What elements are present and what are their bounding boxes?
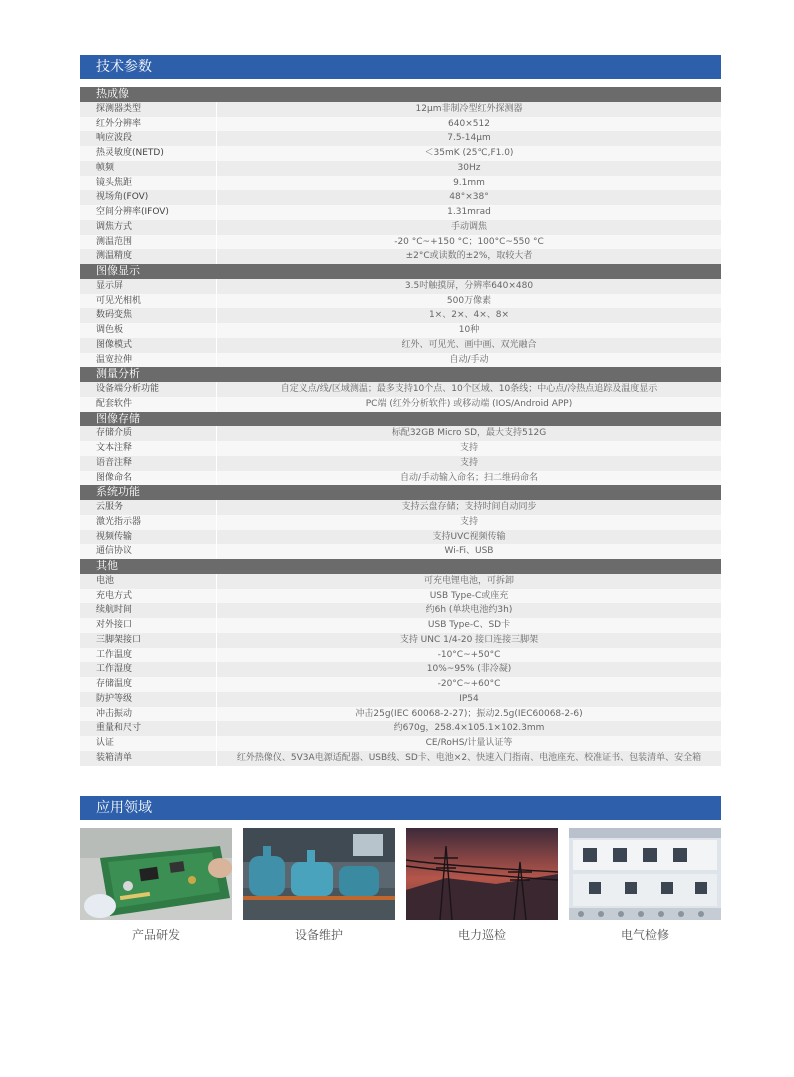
spec-row [80,249,721,264]
spec-value: 支持云盘存储；支持时间自动同步 [217,500,722,515]
spec-label: 视场角(FOV) [80,190,217,205]
spec-label: 工作湿度 [80,662,217,677]
spec-row [80,530,721,545]
spec-value: 支持 [217,515,722,530]
spec-group-title: 测量分析 [80,367,721,382]
spec-row [80,441,721,456]
specs-section-header [80,55,721,79]
spec-row [80,751,721,766]
spec-label: 语音注释 [80,456,217,471]
spec-group-title: 图像存储 [80,412,721,427]
spec-value: ＜35mK (25℃,F1.0) [217,146,722,161]
spec-group-header [80,367,721,382]
spec-value: 约6h (单块电池约3h) [217,603,722,618]
spec-row [80,131,721,146]
spec-row [80,205,721,220]
spec-value: 支持 [217,456,722,471]
spec-row [80,574,721,589]
spec-row [80,279,721,294]
spec-value: 30Hz [217,161,722,176]
power-lines-sunset-photo [406,828,558,920]
spec-label: 图像命名 [80,471,217,486]
spec-label: 探测器类型 [80,102,217,117]
spec-value: USB Type-C、SD卡 [217,618,722,633]
spec-row [80,515,721,530]
spec-value: 约670g，258.4×105.1×102.3mm [217,721,722,736]
spec-label: 充电方式 [80,589,217,604]
spec-value: 自定义点/线/区域测温；最多支持10个点、10个区域、10条线；中心点/冷热点追踪及温度显示 [217,382,722,397]
spec-label: 调色板 [80,323,217,338]
spec-value: IP54 [217,692,722,707]
applications-section-title: 应用领域 [96,800,152,816]
application-card [80,828,232,943]
spec-row [80,603,721,618]
spec-row [80,294,721,309]
spec-value: Wi-Fi、USB [217,544,722,559]
spec-label: 冲击振动 [80,707,217,722]
spec-label: 可见光相机 [80,294,217,309]
spec-value: 12μm非制冷型红外探测器 [217,102,722,117]
spec-row [80,353,721,368]
circuit-breakers-photo [569,828,721,920]
spec-value: 可充电锂电池，可拆卸 [217,574,722,589]
spec-label: 红外分辨率 [80,117,217,132]
spec-label: 热灵敏度(NETD) [80,146,217,161]
spec-row [80,471,721,486]
spec-label: 存储温度 [80,677,217,692]
spec-label: 设备端分析功能 [80,382,217,397]
spec-group-title: 其他 [80,559,721,574]
spec-value: 标配32GB Micro SD，最大支持512G [217,426,722,441]
spec-value: 冲击25g(IEC 60068-2-27)；振动2.5g(IEC60068-2-6) [217,707,722,722]
spec-group-header [80,87,721,102]
spec-value: 10%~95% (非冷凝) [217,662,722,677]
spec-label: 温宽拉伸 [80,353,217,368]
spec-value: -10°C~+50°C [217,648,722,663]
spec-row [80,692,721,707]
spec-value: CE/RoHS/计量认证等 [217,736,722,751]
spec-row [80,146,721,161]
spec-table [80,87,721,766]
spec-group-header [80,559,721,574]
application-card [406,828,558,943]
spec-label: 响应波段 [80,131,217,146]
spec-label: 通信协议 [80,544,217,559]
spec-row [80,456,721,471]
spec-value: 自动/手动输入命名；扫二维码命名 [217,471,722,486]
spec-value: 手动调焦 [217,220,722,235]
spec-row [80,721,721,736]
spec-value: 红外、可见光、画中画、双光融合 [217,338,722,353]
spec-row [80,308,721,323]
spec-row [80,161,721,176]
spec-value: PC端 (红外分析软件) 或移动端 (IOS/Android APP) [217,397,722,412]
spec-value: 1.31mrad [217,205,722,220]
spec-label: 防护等级 [80,692,217,707]
spec-value: -20°C~+60°C [217,677,722,692]
spec-label: 续航时间 [80,603,217,618]
spec-label: 存储介质 [80,426,217,441]
spec-row [80,648,721,663]
spec-label: 文本注释 [80,441,217,456]
spec-row [80,589,721,604]
spec-label: 测温范围 [80,235,217,250]
application-card [243,828,395,943]
application-caption: 电气检修 [620,928,669,942]
spec-label: 工作温度 [80,648,217,663]
spec-value: 500万像素 [217,294,722,309]
spec-row [80,235,721,250]
spec-value: -20 °C~+150 °C；100°C~550 °C [217,235,722,250]
spec-group-title: 系统功能 [80,485,721,500]
spec-value: 10种 [217,323,722,338]
spec-value: 640×512 [217,117,722,132]
spec-value: 红外热像仪、5V3A电源适配器、USB线、SD卡、电池×2、快速入门指南、电池座充、校准证书、包装清单、安全箱 [217,751,722,766]
spec-row [80,190,721,205]
spec-value: 48°×38° [217,190,722,205]
application-caption: 产品研发 [131,928,180,942]
spec-label: 调焦方式 [80,220,217,235]
spec-row [80,397,721,412]
spec-value: 3.5吋触摸屏，分辨率640×480 [217,279,722,294]
application-caption: 电力巡检 [457,928,506,942]
spec-value: USB Type-C或座充 [217,589,722,604]
spec-group-header [80,485,721,500]
spec-label: 装箱清单 [80,751,217,766]
spec-label: 配套软件 [80,397,217,412]
spec-value: 9.1mm [217,176,722,191]
spec-label: 镜头焦距 [80,176,217,191]
spec-row [80,544,721,559]
specs-section-title: 技术参数 [96,59,152,75]
applications-section-header [80,796,721,820]
spec-label: 激光指示器 [80,515,217,530]
spec-label: 图像模式 [80,338,217,353]
spec-row [80,707,721,722]
spec-label: 空间分辨率(IFOV) [80,205,217,220]
spec-value: 自动/手动 [217,353,722,368]
spec-value: 7.5-14μm [217,131,722,146]
spec-row [80,220,721,235]
spec-label: 重量和尺寸 [80,721,217,736]
spec-row [80,176,721,191]
spec-row [80,500,721,515]
application-caption: 设备维护 [294,928,343,942]
spec-group-header [80,412,721,427]
spec-label: 显示屏 [80,279,217,294]
spec-row [80,382,721,397]
application-card [569,828,721,943]
spec-row [80,323,721,338]
spec-value: 支持UVC视频传输 [217,530,722,545]
spec-label: 数码变焦 [80,308,217,323]
spec-row [80,338,721,353]
spec-value: 支持 UNC 1/4-20 接口连接三脚架 [217,633,722,648]
industrial-pumps-photo [243,828,395,920]
spec-row [80,633,721,648]
spec-label: 三脚架接口 [80,633,217,648]
spec-row [80,102,721,117]
spec-row [80,662,721,677]
spec-value: 支持 [217,441,722,456]
spec-label: 云服务 [80,500,217,515]
spec-row [80,677,721,692]
spec-label: 测温精度 [80,249,217,264]
spec-row [80,426,721,441]
spec-group-title: 热成像 [80,87,721,102]
spec-row [80,117,721,132]
spec-group-header [80,264,721,279]
spec-value: 1×、2×、4×、8× [217,308,722,323]
spec-label: 帧频 [80,161,217,176]
spec-label: 对外接口 [80,618,217,633]
spec-value: ±2°C或读数的±2%，取较大者 [217,249,722,264]
spec-row [80,736,721,751]
spec-row [80,618,721,633]
applications-gallery [80,828,721,948]
spec-label: 认证 [80,736,217,751]
circuit-board-photo [80,828,232,920]
spec-label: 电池 [80,574,217,589]
spec-group-title: 图像显示 [80,264,721,279]
spec-label: 视频传输 [80,530,217,545]
